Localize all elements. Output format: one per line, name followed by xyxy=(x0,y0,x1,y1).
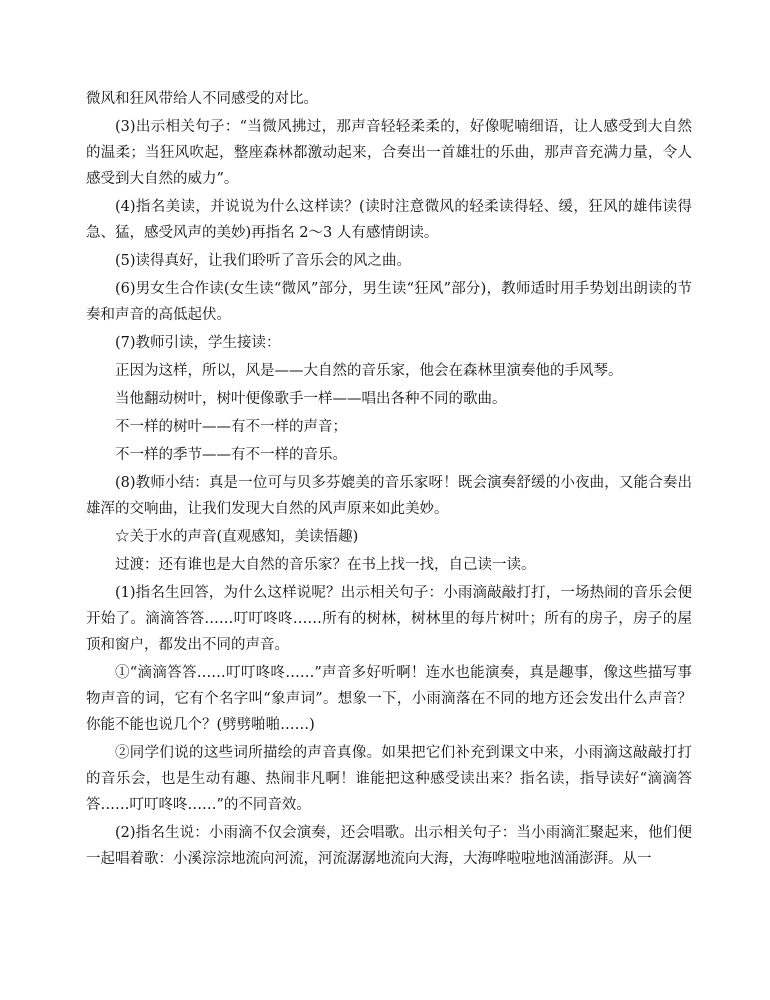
paragraph-step-8: (8)教师小结：真是一位可与贝多芬媲美的音乐家呀！既会演奏舒缓的小夜曲，又能合奏出雄浑的交响曲，让我们发现大自然的风声原来如此美妙。 xyxy=(86,475,692,517)
paragraph-step-3: (3)出示相关句子：“当微风拂过，那声音轻轻柔柔的，好像呢喃细语，让人感受到大自然的温柔；当狂风吹起，整座森林都激动起来，合奏出一首雄壮的乐曲，那声音充满力量，令人感受到大自然的威力”。 xyxy=(86,119,692,187)
paragraph-step-5: (5)读得真好，让我们聆听了音乐会的风之曲。 xyxy=(115,253,412,269)
paragraph-lead-read-3: 不一样的树叶——有不一样的声音； xyxy=(115,419,347,435)
paragraph-water-1: (1)指名生回答，为什么这样说呢？出示相关句子：小雨滴敲敲打打，一场热闹的音乐会便开始了。滴滴答答……叮叮咚咚……所有的树林，树林里的每片树叶；所有的房子，房子的屋顶和窗户，都发出不同的声音。 xyxy=(86,585,692,653)
paragraph-water-1a: ①“滴滴答答……叮叮咚咚……”声音多好听啊！连水也能演奏，真是趣事，像这些描写事物声音的词，它有个名字叫“象声词”。想象一下，小雨滴落在不同的地方还会发出什么声音？你能不能也说几个？(劈劈啪啪……) xyxy=(86,665,692,733)
paragraph-lead-read-4: 不一样的季节——有不一样的音乐。 xyxy=(115,447,347,463)
paragraph-lead-read-1: 正因为这样，所以，风是——大自然的音乐家，他会在森林里演奏他的手风琴。 xyxy=(115,363,623,379)
paragraph-lead-read-2: 当他翻动树叶，树叶便像歌手一样——唱出各种不同的歌曲。 xyxy=(115,391,507,407)
paragraph-continuation: 微风和狂风带给人不同感受的对比。 xyxy=(86,91,318,107)
paragraph-water-2: (2)指名生说：小雨滴不仅会演奏，还会唱歌。出示相关句子：当小雨滴汇聚起来，他们便一起唱着歌：小溪淙淙地流向河流，河流潺潺地流向大海，大海哗啦啦地汹涌澎湃。从一 xyxy=(86,825,692,867)
paragraph-step-7: (7)教师引读，学生接读： xyxy=(115,335,281,351)
paragraph-step-6: (6)男女生合作读(女生读“微风”部分，男生读“狂风”部分)，教师适时用手势划出朗读的节奏和声音的高低起伏。 xyxy=(86,281,692,323)
paragraph-step-4: (4)指名美读，并说说为什么这样读？(读时注意微风的轻柔读得轻、缓，狂风的雄伟读得急、猛，感受风声的美妙)再指名 2～3 人有感情朗读。 xyxy=(86,199,692,241)
paragraph-water-1b: ②同学们说的这些词所描绘的声音真像。如果把它们补充到课文中来，小雨滴这敲敲打打的音乐会，也是生动有趣、热闹非凡啊！谁能把这种感受读出来？指名读，指导读好“滴滴答答……叮叮咚咚……”的不同音效。 xyxy=(86,745,692,813)
section-heading-water: ☆关于水的声音(直观感知，美读悟趣) xyxy=(115,529,359,545)
document-body xyxy=(86,86,692,874)
paragraph-transition: 过渡：还有谁也是大自然的音乐家？在书上找一找，自己读一读。 xyxy=(115,557,536,573)
